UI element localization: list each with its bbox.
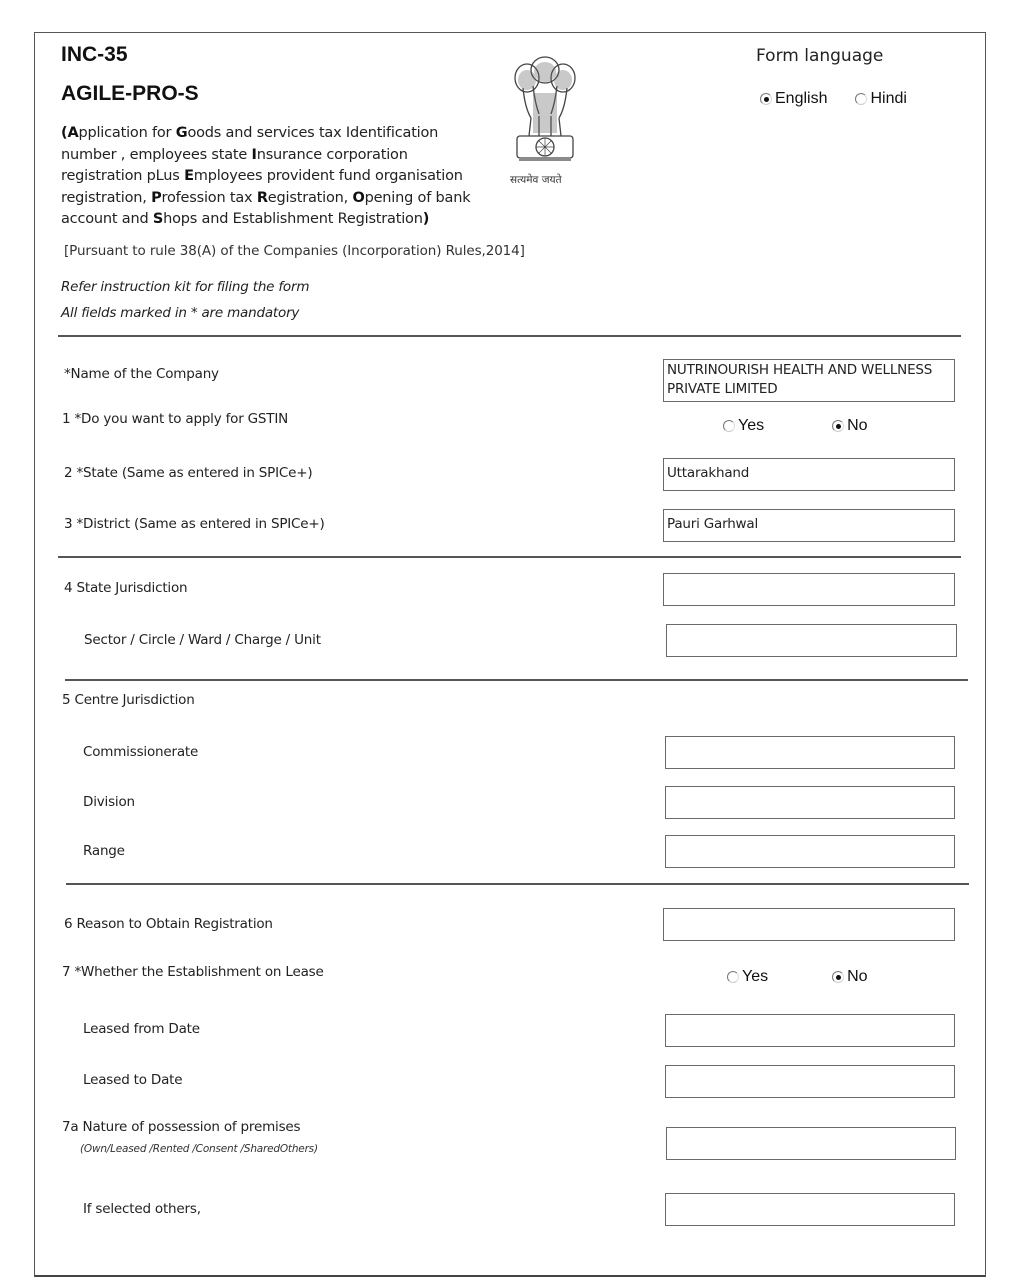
others-label: If selected others, (83, 1201, 201, 1217)
section-divider (66, 883, 969, 885)
radio-label: Hindi (870, 90, 907, 107)
radio-selected-icon[interactable] (832, 420, 844, 432)
commissionerate-label: Commissionerate (83, 744, 199, 760)
form-language-english-radio[interactable] (760, 90, 827, 108)
radio-selected-icon[interactable] (832, 971, 844, 983)
reason-label: 6 Reason to Obtain Registration (64, 916, 273, 932)
possession-hint: (Own/Leased /Rented /Consent /SharedOthers) (80, 1143, 318, 1155)
company-name-field[interactable]: NUTRINOURISH HEALTH AND WELLNESS PRIVATE LIMITED (663, 359, 955, 402)
mandatory-note: All fields marked in * are mandatory (61, 305, 300, 321)
gstin-yes-radio[interactable] (723, 417, 764, 435)
others-field[interactable] (665, 1193, 955, 1226)
state-label: 2 *State (Same as entered in SPICe+) (64, 465, 313, 481)
division-label: Division (83, 794, 135, 810)
possession-field[interactable] (666, 1127, 956, 1160)
on-lease-no-radio[interactable] (832, 968, 867, 986)
possession-label: 7a Nature of possession of premises (62, 1119, 301, 1135)
form-name: AGILE-PRO-S (61, 82, 199, 105)
gstin-no-radio[interactable] (832, 417, 867, 435)
on-lease-label: 7 *Whether the Establishment on Lease (62, 964, 324, 980)
radio-label: Yes (738, 417, 765, 434)
form-language-label: Form language (756, 46, 884, 66)
radio-unselected-icon[interactable] (727, 971, 739, 983)
district-label: 3 *District (Same as entered in SPICe+) (64, 516, 325, 532)
leased-to-label: Leased to Date (83, 1072, 183, 1088)
centre-jurisdiction-label: 5 Centre Jurisdiction (62, 692, 195, 708)
on-lease-radio-group (727, 968, 868, 986)
section-divider (65, 679, 968, 681)
form-language-radio-group (760, 90, 907, 108)
state-jurisdiction-field[interactable] (663, 573, 955, 606)
leased-from-label: Leased from Date (83, 1021, 200, 1037)
section-divider (58, 556, 961, 558)
radio-label: Yes (742, 968, 769, 985)
emblem-motto: सत्यमेव जयते (510, 174, 562, 186)
sector-circle-field[interactable] (666, 624, 957, 657)
range-field[interactable] (665, 835, 955, 868)
commissionerate-field[interactable] (665, 736, 955, 769)
form-description: (Application for Goods and services tax Identification number , employees state Insurance corporation registration pLus Employees provident fund organisation registration, Profession tax Registration, Opening of bank account and Shops and Establishment Registration) (61, 125, 471, 227)
company-name-label: *Name of the Company (64, 366, 219, 382)
section-divider (58, 335, 961, 337)
leased-to-field[interactable] (665, 1065, 955, 1098)
range-label: Range (83, 843, 125, 859)
gstin-label: 1 *Do you want to apply for GSTIN (62, 411, 289, 427)
radio-label: No (847, 968, 868, 985)
state-field[interactable]: Uttarakhand (663, 458, 955, 491)
form-language-hindi-radio[interactable] (855, 90, 906, 108)
form-code: INC-35 (61, 43, 128, 66)
reason-field[interactable] (663, 908, 955, 941)
leased-from-field[interactable] (665, 1014, 955, 1047)
instruction-note: Refer instruction kit for filing the form (61, 279, 310, 295)
radio-unselected-icon[interactable] (723, 420, 735, 432)
radio-selected-icon[interactable] (760, 93, 772, 105)
gstin-radio-group (723, 417, 868, 435)
sector-circle-label: Sector / Circle / Ward / Charge / Unit (84, 632, 321, 648)
district-field[interactable]: Pauri Garhwal (663, 509, 955, 542)
on-lease-yes-radio[interactable] (727, 968, 768, 986)
radio-label: English (775, 90, 828, 107)
national-emblem-icon (505, 48, 585, 193)
radio-label: No (847, 417, 868, 434)
state-jurisdiction-label: 4 State Jurisdiction (64, 580, 188, 596)
division-field[interactable] (665, 786, 955, 819)
radio-unselected-icon[interactable] (855, 93, 867, 105)
rule-reference: [Pursuant to rule 38(A) of the Companies (Incorporation) Rules,2014] (64, 243, 525, 259)
